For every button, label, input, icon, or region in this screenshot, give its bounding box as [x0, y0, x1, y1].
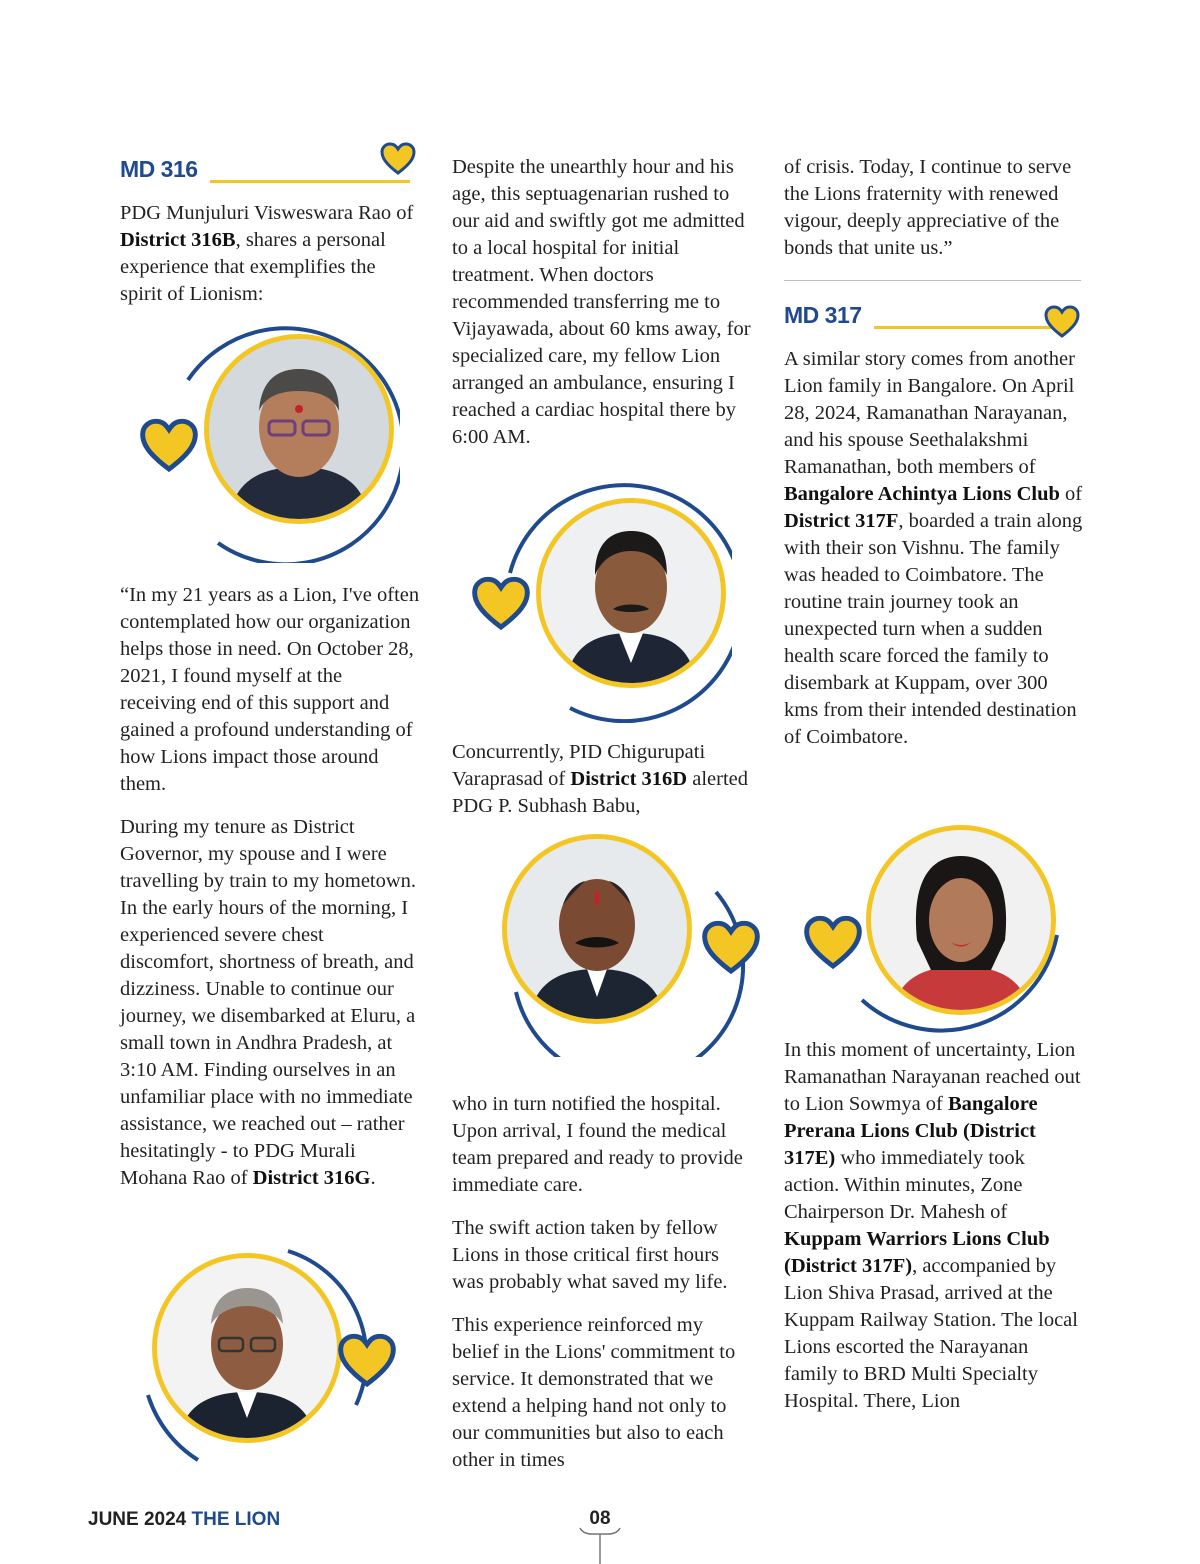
portrait-sowmya — [802, 815, 1070, 1060]
section-divider — [784, 280, 1081, 281]
section-title: MD 316 — [120, 156, 198, 182]
heart-icon — [470, 576, 532, 632]
story-paragraph: Despite the unearthly hour and his age, this septuagenarian rushed to our aid and swiftly got me admitted to a local hospital for initial treatment. When doctors recommended transferring me to Vijayawada, about 60 kms away, for specialized care, my fellow Lion arranged an ambulance, ensuring I reached a cardiac hospital there by 6:00 AM. — [452, 156, 751, 448]
story-paragraph: of crisis. Today, I continue to serve the Lions fraternity with renewed vigour, deeply appreciative of the bonds that unite us.” — [784, 156, 1072, 259]
section-underline — [874, 326, 1056, 329]
portrait-varaprasad — [470, 478, 732, 723]
quote-paragraph: “In my 21 years as a Lion, I've often contemplated how our organization helps those in need. On October 28, 2021, I found myself at the receiving end of this support and gained a profound understanding of how Lions impact those around them. — [120, 584, 420, 795]
portrait-icon — [204, 334, 394, 524]
heart-icon — [336, 1333, 398, 1389]
section-title: MD 317 — [784, 302, 862, 328]
heart-icon — [700, 920, 762, 976]
story-paragraph: During my tenure as District Governor, my spouse and I were travelling by train to my hometown. In the early hours of the morning, I experienced severe chest discomfort, shortness of breath, and dizziness. Unable to continue our journey, we disembarked at Eluru, a small town in Andhra Pradesh, at 3:10 AM. Finding ourselves in an unfamiliar place with no immediate assistance, we reached out – rather hesitatingly - to PDG Murali Mohana Rao of District 316G. — [120, 816, 417, 1189]
story-paragraph: who in turn notified the hospital. Upon arrival, I found the medical team prepared and ready to provide immediate care. — [452, 1093, 743, 1196]
story-paragraph: In this moment of uncertainty, Lion Ramanathan Narayanan reached out to Lion Sowmya of Bangalore Prerana Lions Club (District 317E) who immediately took action. Within minutes, Zone Chairperson Dr. Mahesh of Kuppam Warriors Lions Club (District 317F), accompanied by Lion Shiva Prasad, arrived at the Kuppam Railway Station. The local Lions escorted the Narayanan family to BRD Multi Specialty Hospital. There, Lion — [784, 1039, 1081, 1412]
portrait-subhash-babu — [496, 822, 764, 1057]
page-number-bracket — [576, 1526, 624, 1564]
portrait-icon — [152, 1253, 342, 1443]
section-header-md316 — [120, 152, 420, 190]
column-1 — [120, 152, 420, 1208]
column-3 — [784, 154, 1084, 1431]
footer-masthead — [88, 1509, 280, 1531]
portrait-murali-mohana-rao — [138, 1245, 406, 1475]
story-paragraph: Concurrently, PID Chigurupati Varaprasad of District 316D alerted PDG P. Subhash Babu, — [452, 741, 748, 817]
story-paragraph: This experience reinforced my belief in the Lions' commitment to service. It demonstrated that we extend a helping hand not only to our communities but also to each other in times — [452, 1314, 736, 1471]
portrait-icon — [866, 825, 1056, 1015]
heart-icon — [802, 915, 864, 971]
portrait-icon — [502, 834, 692, 1024]
intro-paragraph: PDG Munjuluri Visweswara Rao of District 316B, shares a personal experience that exemplifies the spirit of Lionism: — [120, 202, 414, 305]
footer-magazine-name: THE LION — [191, 1509, 281, 1530]
section-header-md317 — [784, 298, 1084, 336]
page-number: 08 — [589, 1508, 611, 1529]
heart-icon — [380, 142, 416, 176]
heart-icon — [1044, 305, 1080, 339]
portrait-visweswara-rao — [138, 318, 400, 563]
heart-icon — [138, 418, 200, 474]
portrait-icon — [536, 498, 726, 688]
section-underline — [210, 180, 410, 183]
story-paragraph: The swift action taken by fellow Lions in those critical first hours was probably what saved my life. — [452, 1217, 728, 1293]
footer-issue-date: JUNE 2024 — [88, 1509, 187, 1530]
story-paragraph: A similar story comes from another Lion family in Bangalore. On April 28, 2024, Ramanathan Narayanan, and his spouse Seethalakshmi Ramanathan, both members of Bangalore Achintya Lions Club of District 317F, boarded a train along with their son Vishnu. The family was headed to Coimbatore. The routine train journey took an unexpected turn when a sudden health scare forced the family to disembark at Kuppam, over 300 kms from their intended destination of Coimbatore. — [784, 348, 1083, 748]
